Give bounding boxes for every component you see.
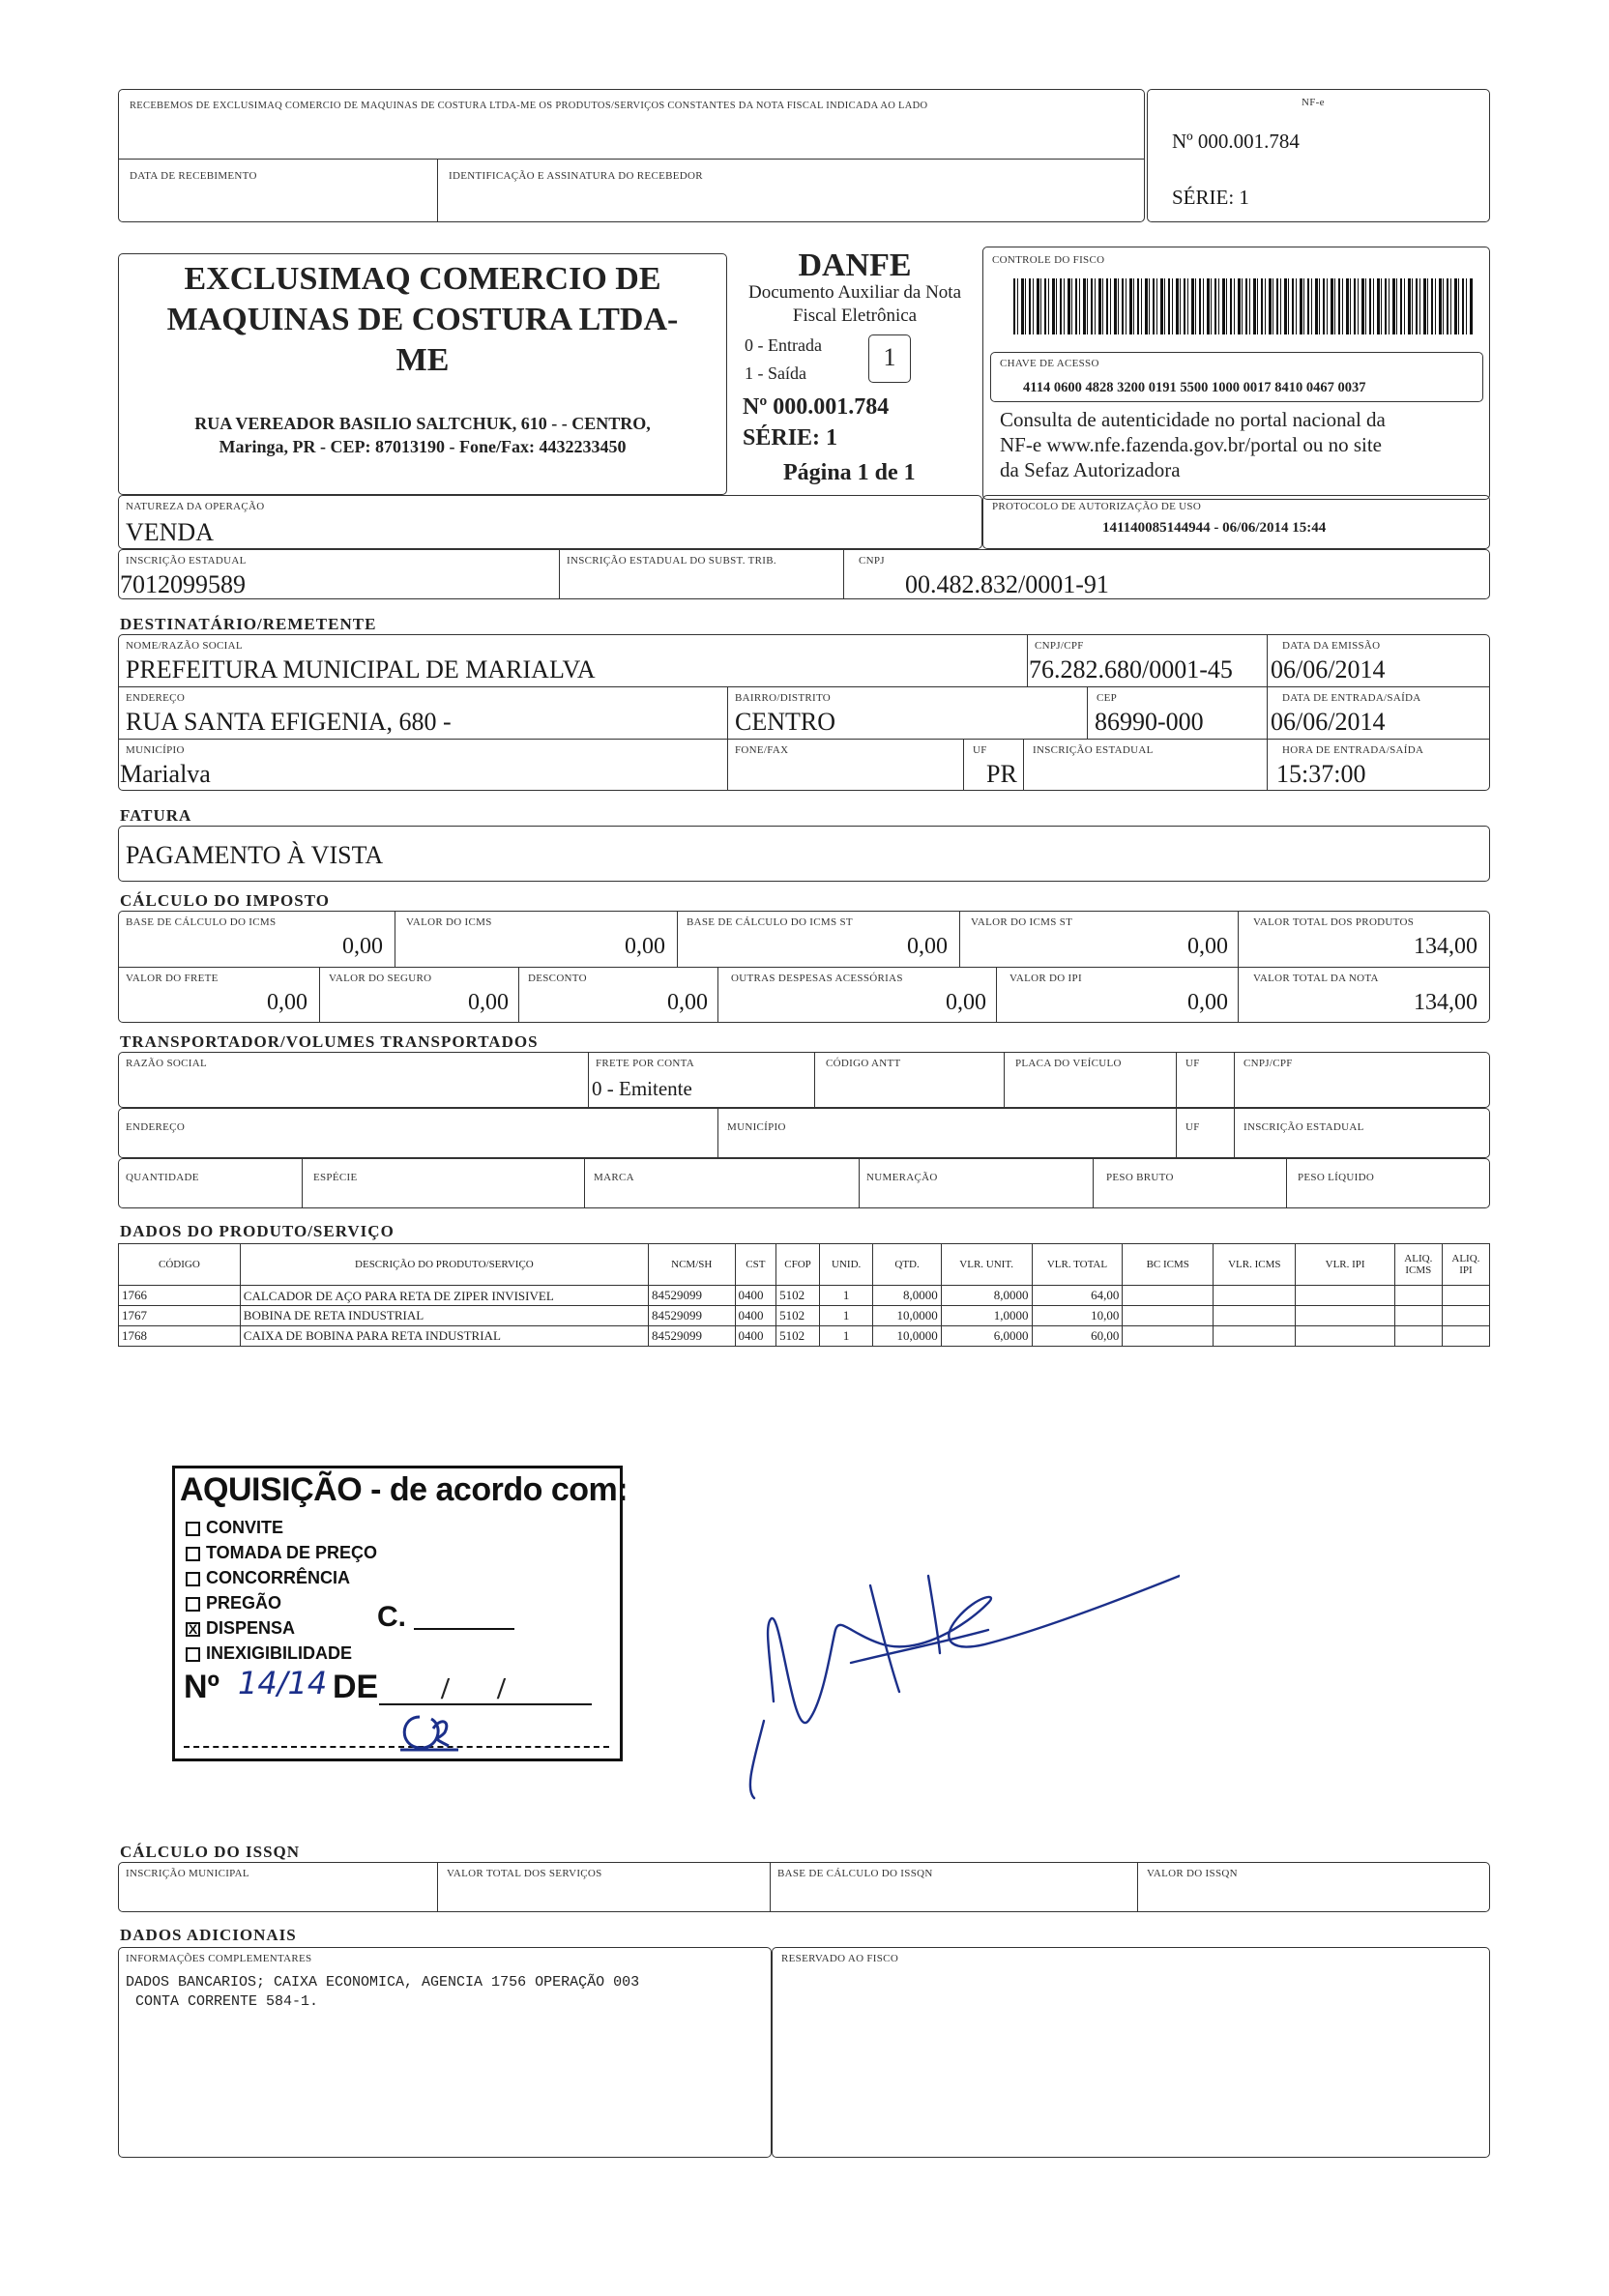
fatura-value: PAGAMENTO À VISTA	[126, 841, 384, 869]
produtos-header-row	[119, 1244, 1490, 1286]
imp-ipi: 0,00	[1187, 990, 1228, 1015]
emitente-address-2: Maringa, PR - CEP: 87013190 - Fone/Fax: 4432233450	[219, 437, 627, 456]
imp-total-prod: 134,00	[1414, 934, 1477, 959]
imp-base-st-label: BASE DE CÁLCULO DO ICMS ST	[687, 916, 853, 928]
stamp-item-tomada: TOMADA DE PREÇO	[186, 1543, 377, 1563]
chave-label: CHAVE DE ACESSO	[1000, 358, 1099, 369]
danfe-pagina: Página 1 de 1	[783, 460, 916, 485]
ie-st-label: INSCRIÇÃO ESTADUAL DO SUBST. TRIB.	[567, 555, 776, 567]
checkbox-icon	[186, 1547, 200, 1561]
dest-cep: 86990-000	[1095, 708, 1204, 736]
cell-ncm: 84529099	[648, 1306, 735, 1326]
checkbox-icon	[186, 1597, 200, 1612]
dest-entrada-label: DATA DE ENTRADA/SAÍDA	[1282, 692, 1421, 704]
transp-uf2-label: UF	[1185, 1121, 1200, 1133]
cell-total: 10,00	[1032, 1306, 1123, 1326]
imp-seguro: 0,00	[468, 990, 509, 1015]
cell-unid: 1	[819, 1306, 872, 1326]
dest-bairro-label: BAIRRO/DISTRITO	[735, 692, 832, 704]
dest-bairro: CENTRO	[735, 708, 835, 736]
transp-box-2	[118, 1108, 1490, 1158]
col-aliq-icms: ALIQ. ICMS	[1394, 1244, 1442, 1286]
stamp-c-label: C.	[377, 1601, 406, 1633]
fisco-label: RESERVADO AO FISCO	[781, 1953, 899, 1964]
issqn-inscricao-label: INSCRIÇÃO MUNICIPAL	[126, 1868, 249, 1879]
controle-label: CONTROLE DO FISCO	[992, 254, 1105, 266]
protocolo-value: 141140085144944 - 06/06/2014 15:44	[1102, 520, 1327, 536]
imp-frete-label: VALOR DO FRETE	[126, 973, 219, 984]
info-label: INFORMAÇÕES COMPLEMENTARES	[126, 1953, 312, 1964]
imp-valor-icms: 0,00	[625, 934, 665, 959]
cell-descricao: BOBINA DE RETA INDUSTRIAL	[240, 1306, 648, 1326]
canhoto-data-label: DATA DE RECEBIMENTO	[130, 170, 257, 182]
danfe-entrada: 0 - Entrada	[745, 335, 822, 355]
cell-cst: 0400	[735, 1286, 776, 1306]
stamp-numero: 14/14	[238, 1665, 328, 1701]
issqn-valor-label: VALOR DO ISSQN	[1147, 1868, 1238, 1879]
cell-descricao: CAIXA DE BOBINA PARA RETA INDUSTRIAL	[240, 1326, 648, 1347]
stamp-item-convite: CONVITE	[186, 1518, 283, 1538]
transp-razao-label: RAZÃO SOCIAL	[126, 1058, 207, 1069]
col-cfop: CFOP	[776, 1244, 820, 1286]
imp-total-nota-label: VALOR TOTAL DA NOTA	[1253, 973, 1379, 984]
issqn-base-label: BASE DE CÁLCULO DO ISSQN	[777, 1868, 933, 1879]
cell-unid: 1	[819, 1326, 872, 1347]
transp-frete-label: FRETE POR CONTA	[596, 1058, 695, 1069]
stamp-item-dispensa: X DISPENSA	[186, 1618, 295, 1639]
stamp-numero-prefix: Nº	[184, 1669, 219, 1705]
stamp-slash-2: /	[497, 1671, 506, 1705]
dest-uf: PR	[986, 760, 1017, 788]
cell-cfop: 5102	[776, 1326, 820, 1347]
danfe-tipo-box: 1	[868, 334, 911, 383]
cell-ncm: 84529099	[648, 1326, 735, 1347]
info-line-1: DADOS BANCARIOS; CAIXA ECONOMICA, AGENCIA 1756 OPERAÇÃO 003	[126, 1974, 640, 1991]
dest-nome: PREFEITURA MUNICIPAL DE MARIALVA	[126, 655, 596, 683]
col-bc-icms: BC ICMS	[1123, 1244, 1214, 1286]
imp-ipi-label: VALOR DO IPI	[1009, 973, 1082, 984]
barcode	[1013, 278, 1474, 334]
dest-entrada: 06/06/2014	[1271, 708, 1386, 736]
cell-descricao: CALCADOR DE AÇO PARA RETA DE ZIPER INVISIVEL	[240, 1286, 648, 1306]
natureza-label: NATUREZA DA OPERAÇÃO	[126, 501, 265, 512]
transp-marca-label: MARCA	[594, 1172, 634, 1183]
col-cst: CST	[735, 1244, 776, 1286]
col-vlr-total: VLR. TOTAL	[1032, 1244, 1123, 1286]
fatura-section: FATURA	[120, 806, 192, 825]
canhoto-numero: Nº 000.001.784	[1172, 130, 1300, 153]
emitente-name-3: ME	[395, 342, 450, 378]
transp-numeracao-label: NUMERAÇÃO	[866, 1172, 938, 1183]
protocolo-label: PROTOCOLO DE AUTORIZAÇÃO DE USO	[992, 501, 1202, 512]
stamp-initials	[391, 1707, 468, 1756]
canhoto-text: RECEBEMOS DE EXCLUSIMAQ COMERCIO DE MAQUINAS DE COSTURA LTDA-ME OS PRODUTOS/SERVIÇOS CONSTANTES DA NOTA FISCAL INDICADA AO LADO	[130, 101, 928, 111]
imp-total-prod-label: VALOR TOTAL DOS PRODUTOS	[1253, 916, 1415, 928]
emitente-name-2: MAQUINAS DE COSTURA LTDA-	[166, 302, 679, 337]
stamp-slash-1: /	[441, 1671, 450, 1705]
cnpj-value: 00.482.832/0001-91	[905, 570, 1109, 598]
col-aliq-ipi: ALIQ. IPI	[1442, 1244, 1489, 1286]
dest-municipio-label: MUNICÍPIO	[126, 744, 185, 756]
cell-cfop: 5102	[776, 1306, 820, 1326]
transp-bruto-label: PESO BRUTO	[1106, 1172, 1174, 1183]
canhoto-ident-label: IDENTIFICAÇÃO E ASSINATURA DO RECEBEDOR	[449, 170, 703, 182]
danfe-numero: Nº 000.001.784	[743, 394, 890, 420]
imp-valor-st-label: VALOR DO ICMS ST	[971, 916, 1073, 928]
imp-desconto: 0,00	[667, 990, 708, 1015]
cell-cst: 0400	[735, 1306, 776, 1326]
dest-uf-label: UF	[973, 744, 987, 756]
dest-cep-label: CEP	[1097, 692, 1118, 704]
fisco-box	[772, 1947, 1490, 2158]
dest-emissao: 06/06/2014	[1271, 655, 1386, 683]
cell-qtd: 10,0000	[873, 1326, 941, 1347]
dest-fone-label: FONE/FAX	[735, 744, 789, 756]
ie-label: INSCRIÇÃO ESTADUAL	[126, 555, 247, 567]
col-vlr-ipi: VLR. IPI	[1296, 1244, 1394, 1286]
dest-hora: 15:37:00	[1276, 760, 1366, 788]
dest-municipio: Marialva	[120, 760, 211, 788]
signature	[735, 1537, 1180, 1808]
col-unid: UNID.	[819, 1244, 872, 1286]
stamp-item-pregao: PREGÃO	[186, 1593, 281, 1613]
table-row	[119, 1306, 1490, 1326]
dest-nome-label: NOME/RAZÃO SOCIAL	[126, 640, 243, 652]
transportador-section: TRANSPORTADOR/VOLUMES TRANSPORTADOS	[120, 1032, 539, 1051]
imp-total-nota: 134,00	[1414, 990, 1477, 1015]
danfe-saida: 1 - Saída	[745, 363, 806, 383]
col-descricao: DESCRIÇÃO DO PRODUTO/SERVIÇO	[240, 1244, 648, 1286]
cell-total: 60,00	[1032, 1326, 1123, 1347]
imp-frete: 0,00	[267, 990, 307, 1015]
emitente-name-1: EXCLUSIMAQ COMERCIO DE	[184, 261, 661, 297]
transp-especie-label: ESPÉCIE	[313, 1172, 358, 1183]
stamp-item-inexigibilidade: INEXIGIBILIDADE	[186, 1643, 352, 1664]
imp-base-st: 0,00	[907, 934, 948, 959]
destinatario-section: DESTINATÁRIO/REMETENTE	[120, 615, 377, 633]
stamp-title: AQUISIÇÃO - de acordo com:	[180, 1471, 629, 1508]
col-vlr-unit: VLR. UNIT.	[941, 1244, 1032, 1286]
dest-cnpj: 76.282.680/0001-45	[1029, 655, 1233, 683]
col-vlr-icms: VLR. ICMS	[1214, 1244, 1296, 1286]
ie-value: 7012099589	[120, 570, 246, 598]
cnpj-label: CNPJ	[859, 555, 885, 567]
dest-emissao-label: DATA DA EMISSÃO	[1282, 640, 1381, 652]
col-codigo: CÓDIGO	[119, 1244, 241, 1286]
canhoto-nfe-label: NF-e	[1302, 97, 1325, 108]
issqn-servicos-label: VALOR TOTAL DOS SERVIÇOS	[447, 1868, 602, 1879]
cell-unit: 6,0000	[941, 1326, 1032, 1347]
checkbox-icon	[186, 1647, 200, 1662]
adicionais-section: DADOS ADICIONAIS	[120, 1926, 297, 1944]
cell-codigo: 1766	[119, 1286, 241, 1306]
cell-unit: 1,0000	[941, 1306, 1032, 1326]
transp-antt-label: CÓDIGO ANTT	[826, 1058, 901, 1069]
cell-unid: 1	[819, 1286, 872, 1306]
cell-ncm: 84529099	[648, 1286, 735, 1306]
cell-qtd: 10,0000	[873, 1306, 941, 1326]
imposto-section: CÁLCULO DO IMPOSTO	[120, 891, 330, 910]
imp-base-icms-label: BASE DE CÁLCULO DO ICMS	[126, 916, 277, 928]
stamp-item-concorrencia: CONCORRÊNCIA	[186, 1568, 350, 1588]
transp-municipio-label: MUNICÍPIO	[727, 1121, 786, 1133]
canhoto-serie: SÉRIE: 1	[1172, 186, 1249, 209]
transp-ie-label: INSCRIÇÃO ESTADUAL	[1243, 1121, 1364, 1133]
col-qtd: QTD.	[873, 1244, 941, 1286]
dest-hora-label: HORA DE ENTRADA/SAÍDA	[1282, 744, 1424, 756]
imp-seguro-label: VALOR DO SEGURO	[329, 973, 432, 984]
info-line-2: CONTA CORRENTE 584-1.	[135, 1993, 319, 2010]
transp-endereco-label: ENDEREÇO	[126, 1121, 186, 1133]
stamp-de: DE	[333, 1669, 379, 1705]
danfe-sub-1: Documento Auxiliar da Nota	[747, 282, 962, 303]
imp-desconto-label: DESCONTO	[528, 973, 587, 984]
dest-ie-label: INSCRIÇÃO ESTADUAL	[1033, 744, 1154, 756]
transp-liquido-label: PESO LÍQUIDO	[1298, 1172, 1375, 1183]
consulta-line-3: da Sefaz Autorizadora	[1000, 458, 1181, 481]
transp-uf-label: UF	[1185, 1058, 1200, 1069]
transp-box-3	[118, 1158, 1490, 1208]
imp-base-icms: 0,00	[342, 934, 383, 959]
transp-cnpj-label: CNPJ/CPF	[1243, 1058, 1293, 1069]
imp-valor-st: 0,00	[1187, 934, 1228, 959]
chave-acesso: 4114 0600 4828 3200 0191 5500 1000 0017 8410 0467 0037	[1023, 380, 1366, 395]
cell-total: 64,00	[1032, 1286, 1123, 1306]
checkbox-checked-icon: X	[186, 1622, 200, 1637]
issqn-section: CÁLCULO DO ISSQN	[120, 1843, 301, 1861]
imp-outras: 0,00	[946, 990, 986, 1015]
checkbox-icon	[186, 1522, 200, 1536]
ie-box	[118, 549, 1490, 599]
cell-cst: 0400	[735, 1326, 776, 1347]
dest-cnpj-label: CNPJ/CPF	[1035, 640, 1084, 652]
dest-endereco: RUA SANTA EFIGENIA, 680 -	[126, 708, 452, 736]
table-row	[119, 1286, 1490, 1306]
transp-frete: 0 - Emitente	[592, 1077, 692, 1100]
produtos-table	[118, 1243, 1490, 1347]
dest-endereco-label: ENDEREÇO	[126, 692, 186, 704]
consulta-line-2: NF-e www.nfe.fazenda.gov.br/portal ou no site	[1000, 433, 1382, 456]
cell-unit: 8,0000	[941, 1286, 1032, 1306]
emitente-address-1: RUA VEREADOR BASILIO SALTCHUK, 610 - - CENTRO,	[194, 414, 651, 433]
cell-codigo: 1768	[119, 1326, 241, 1347]
cell-qtd: 8,0000	[873, 1286, 941, 1306]
cell-cfop: 5102	[776, 1286, 820, 1306]
table-row	[119, 1326, 1490, 1347]
checkbox-icon	[186, 1572, 200, 1586]
cell-codigo: 1767	[119, 1306, 241, 1326]
transp-placa-label: PLACA DO VEÍCULO	[1015, 1058, 1122, 1069]
imp-outras-label: OUTRAS DESPESAS ACESSÓRIAS	[731, 973, 903, 984]
danfe-title: DANFE	[798, 247, 912, 283]
danfe-serie: SÉRIE: 1	[743, 425, 838, 450]
produtos-section: DADOS DO PRODUTO/SERVIÇO	[120, 1222, 395, 1240]
consulta-line-1: Consulta de autenticidade no portal nacional da	[1000, 408, 1386, 431]
imp-valor-icms-label: VALOR DO ICMS	[406, 916, 492, 928]
transp-qtd-label: QUANTIDADE	[126, 1172, 199, 1183]
danfe-sub-2: Fiscal Eletrônica	[792, 305, 918, 326]
col-ncm: NCM/SH	[648, 1244, 735, 1286]
natureza-value: VENDA	[126, 518, 214, 546]
